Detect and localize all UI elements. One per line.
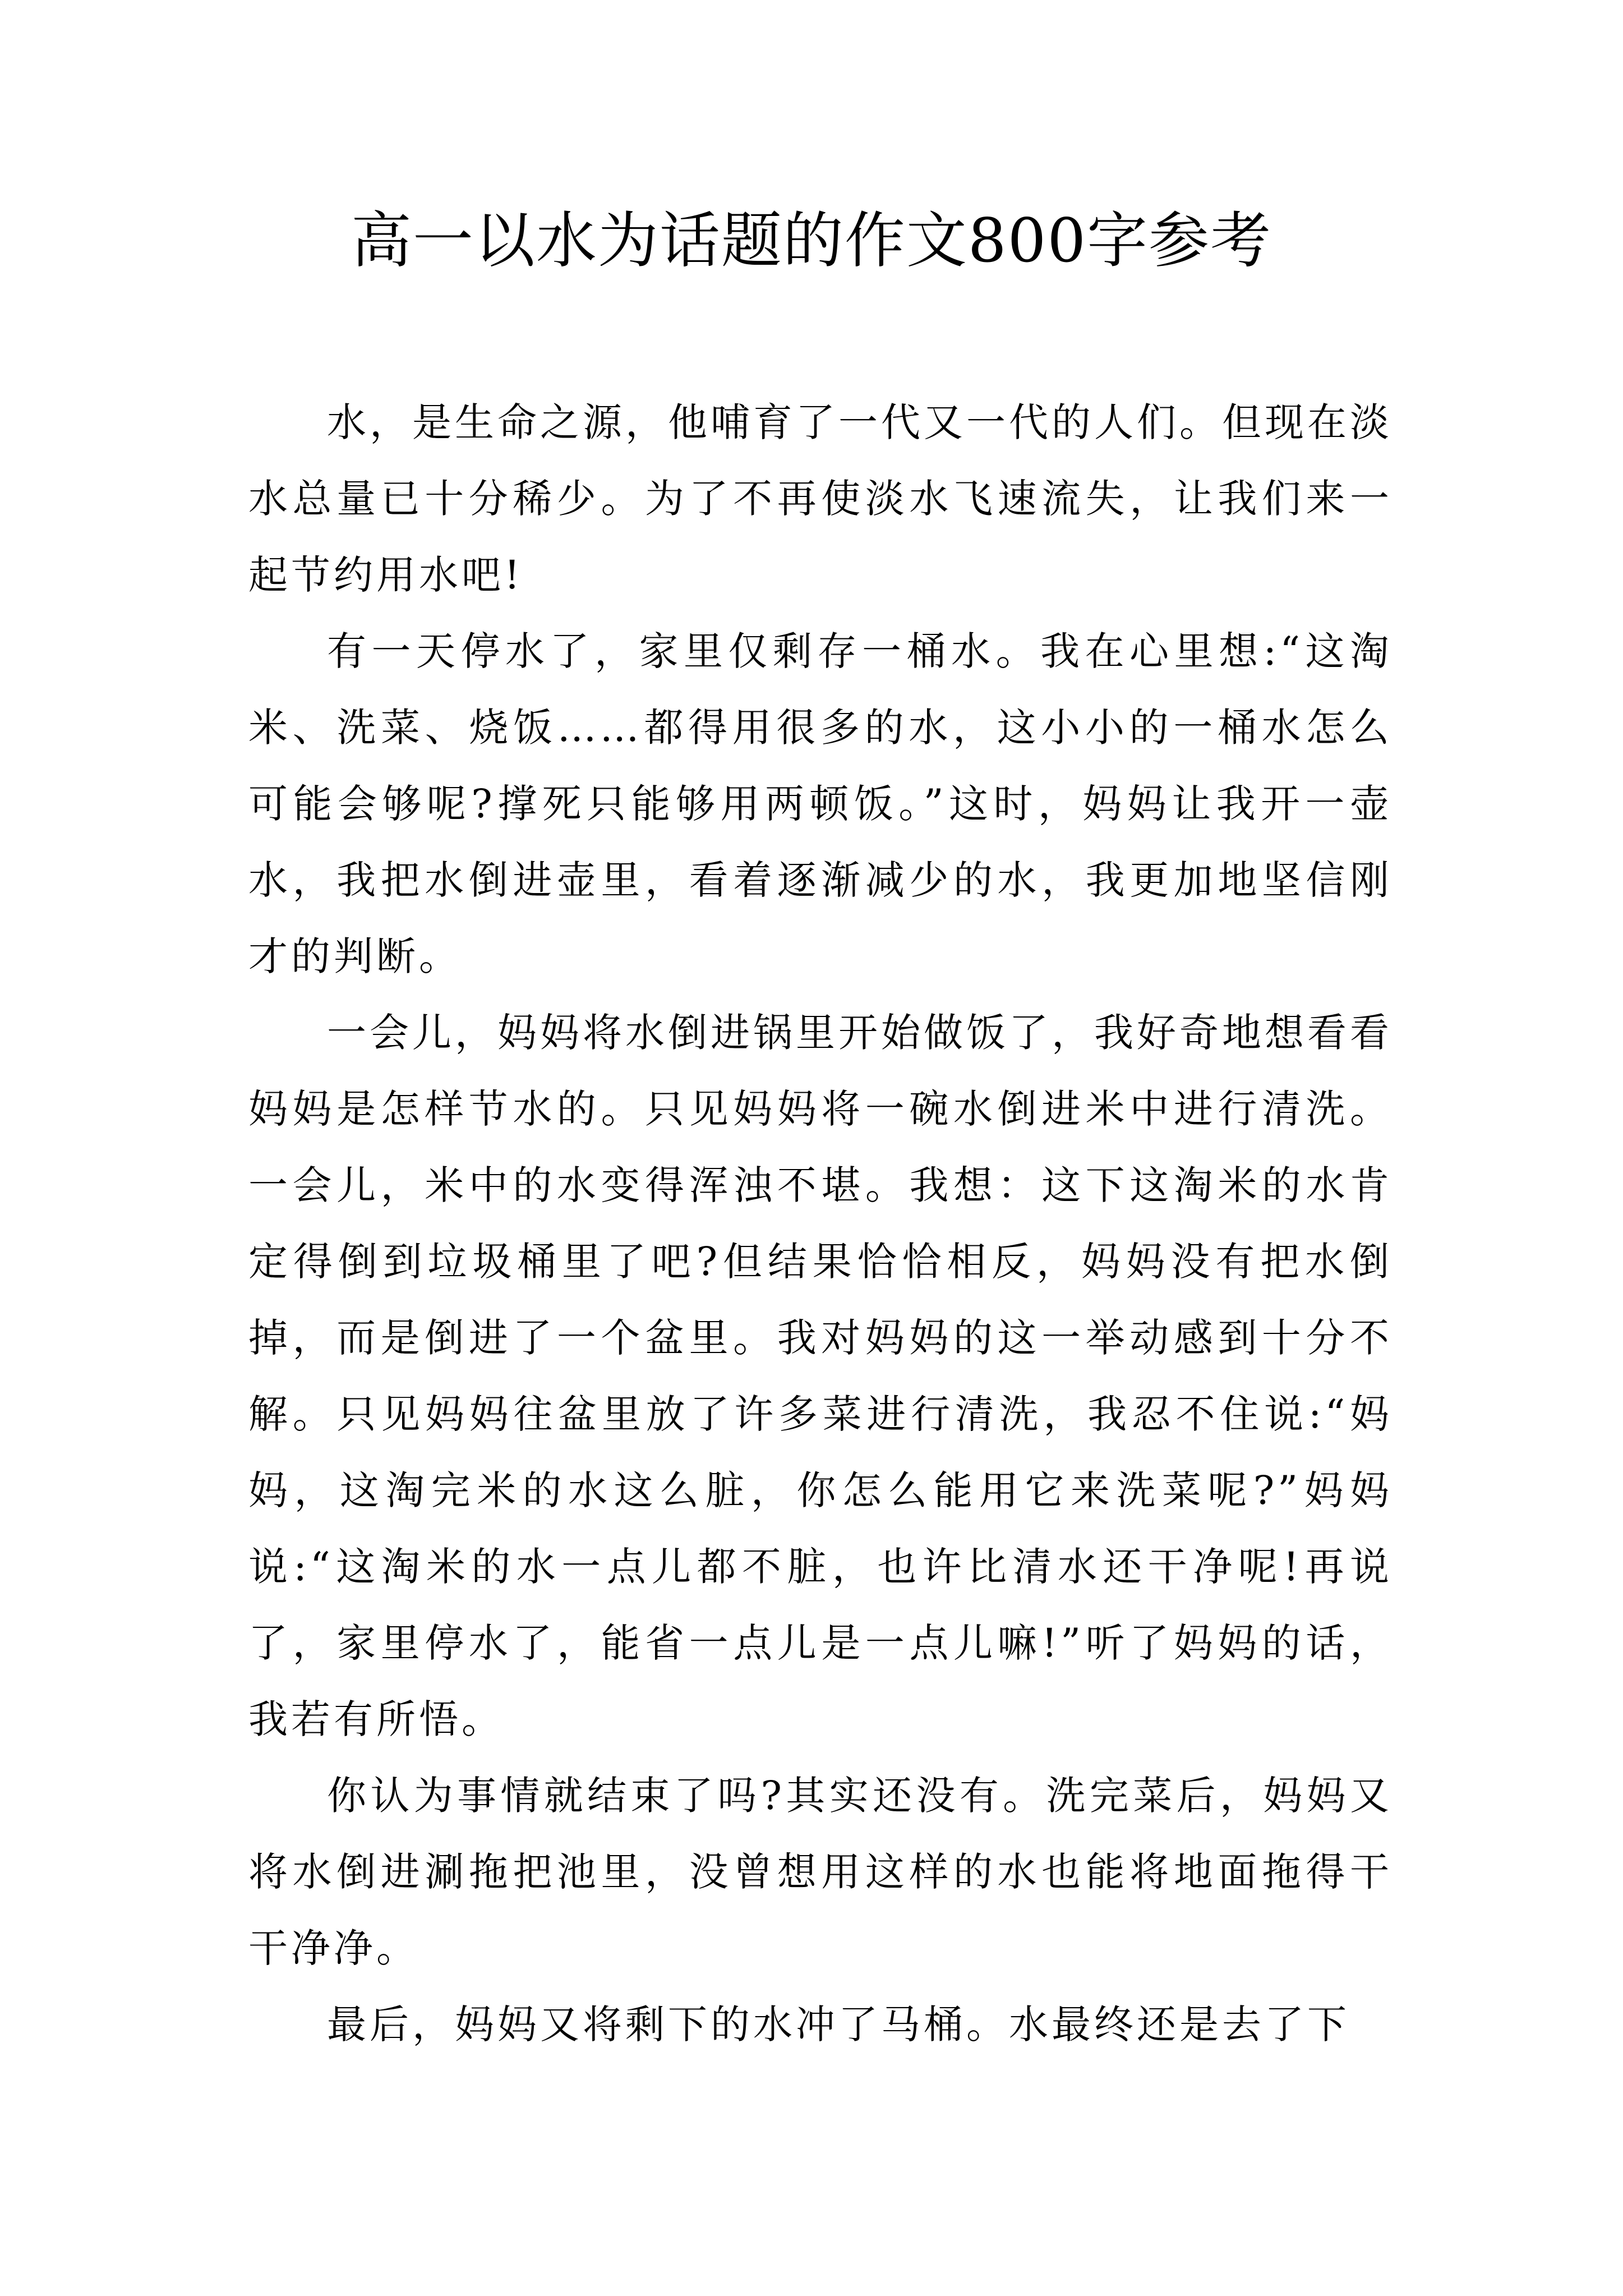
paragraph-5: 最后，妈妈又将剩下的水冲了马桶。水最终还是去了下 (327, 2001, 1350, 2047)
paragraph-1: 水，是生命之源，他哺育了一代又一代的人们。但现在淡水总量已十分稀少。为了不再使淡水飞速流失，让我们来一起节约用水吧! (248, 399, 1393, 598)
document-body (248, 384, 1393, 2063)
paragraph-4: 你认为事情就结束了吗?其实还没有。洗完菜后，妈妈又将水倒进涮拖把池里，没曾想用这样的水也能将地面拖得干干净净。 (248, 1773, 1393, 1971)
paragraph-3: 一会儿，妈妈将水倒进锅里开始做饭了，我好奇地想看看妈妈是怎样节水的。只见妈妈将一碗水倒进米中进行清洗。一会儿，米中的水变得浑浊不堪。我想：这下这淘米的水肯定得倒到垃圾桶里了吧?但结果恰恰相反，妈妈没有把水倒掉，而是倒进了一个盆里。我对妈妈的这一举动感到十分不解。只见妈妈往盆里放了许多菜进行清洗，我忍不住说:“妈妈，这淘完米的水这么脏，你怎么能用它来洗菜呢?”妈妈说:“这淘米的水一点儿都不脏，也许比清水还干净呢!再说了，家里停水了，能省一点儿是一点儿嘛!”听了妈妈的话，我若有所悟。 (248, 1010, 1393, 1742)
paragraph-2: 有一天停水了，家里仅剩存一桶水。我在心里想:“这淘米、洗菜、烧饭……都得用很多的水，这小小的一桶水怎么可能会够呢?撑死只能够用两顿饭。”这时，妈妈让我开一壶水，我把水倒进壶里，看着逐渐减少的水，我更加地坚信刚才的判断。 (248, 628, 1393, 979)
document-title: 高一以水为话题的作文800字参考 (351, 206, 1272, 276)
